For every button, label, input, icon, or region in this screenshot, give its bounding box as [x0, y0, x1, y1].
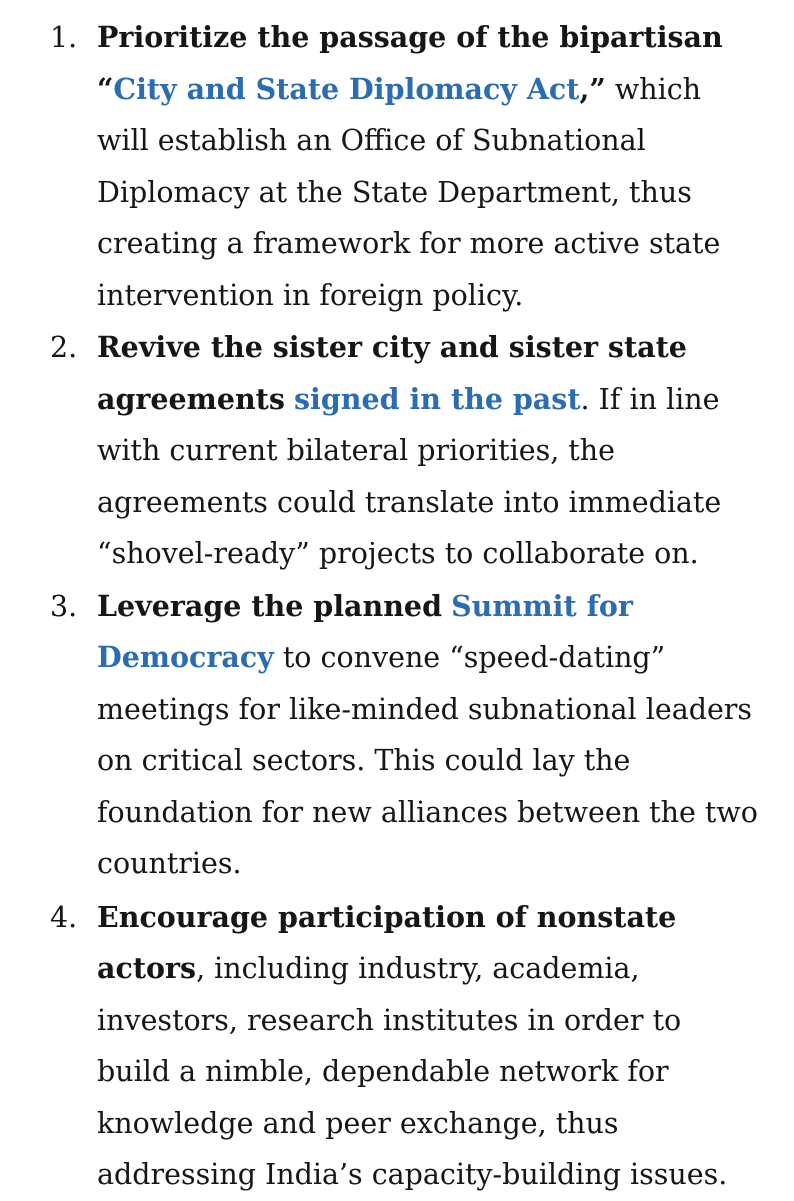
item-number: 3.	[50, 589, 78, 623]
item-number: 2.	[50, 331, 78, 364]
list-item	[0, 12, 794, 321]
item-text: to convene “speed-dating” meetings for like-minded subnational leaders on critical sectors. This could lay the foundation for new alliances between the two countries.	[97, 641, 758, 880]
city-state-diplomacy-act-link[interactable]: City and State Diplomacy Act	[113, 71, 580, 106]
item-heading: Leverage the planned	[97, 588, 442, 623]
item-number: 4.	[50, 900, 78, 934]
item-spacer	[285, 383, 294, 416]
list-item	[0, 892, 794, 1201]
signed-in-the-past-link[interactable]: signed in the past	[293, 381, 581, 416]
item-heading-end: ,”	[579, 71, 606, 106]
item-number: 1.	[50, 21, 78, 54]
item-spacer	[442, 590, 451, 623]
item-text: . If in line with current bilateral priorities, the agreements could translate into immediate “shovel-ready” projects to collaborate on.	[97, 382, 722, 570]
item-text: which will establish an Office of Subnational Diplomacy at the State Department, thus creating a framework for more active state intervention in foreign policy.	[97, 72, 721, 312]
list-item	[0, 581, 794, 890]
item-text: , including industry, academia, investors, research institutes in order to build a nimble, dependable network for knowledge and peer exchange, thus addressing India’s capacity-building issues.	[97, 952, 728, 1191]
recommendations-list	[0, 12, 794, 1201]
item-heading: Encourage participation of nonstate actors	[97, 899, 677, 985]
summit-for-democracy-link[interactable]: Summit for Democracy	[97, 588, 633, 674]
list-item	[0, 322, 794, 580]
item-heading: Revive the sister city and sister state agreements	[97, 330, 687, 416]
item-heading: Prioritize the passage of the bipartisan “	[97, 20, 723, 106]
